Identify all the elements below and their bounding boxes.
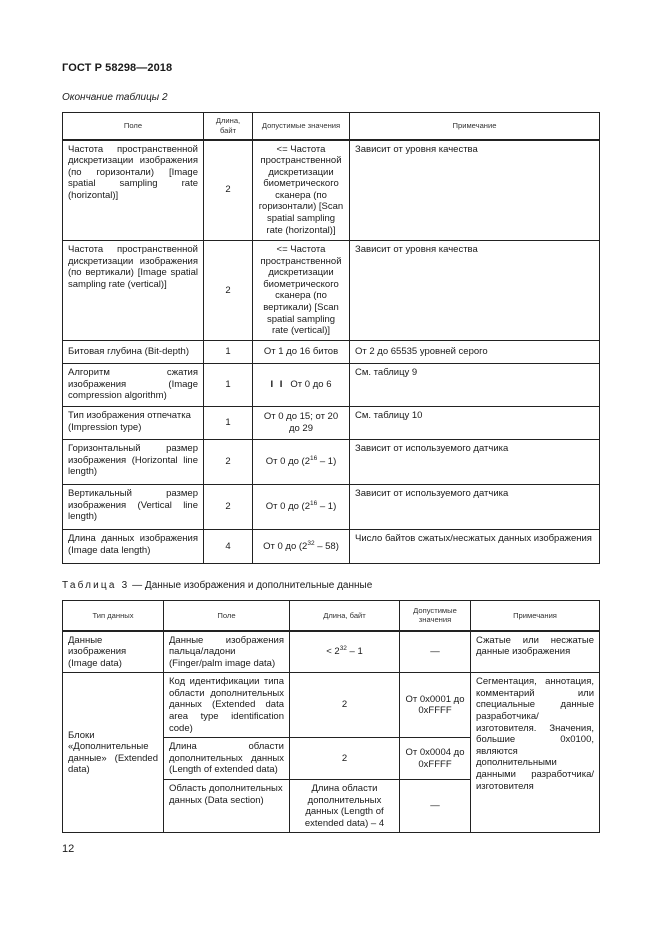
table-row (63, 407, 600, 440)
values-suffix: – 1) (317, 456, 337, 468)
table3-cell-field: Данные изображения пальца/ладони (Finger/palm image data) (164, 631, 290, 673)
table2-cell-note: Зависит от используемого датчика (350, 485, 600, 530)
table2-cell-length: 2 (204, 485, 253, 530)
table-row (63, 140, 600, 241)
table-row (63, 341, 600, 364)
table3-caption (62, 580, 372, 591)
table2-cell-field: Вертикальный размер изображения (Vertical line length) (63, 485, 204, 530)
table2-values-text: От 0 до 6 (290, 379, 332, 391)
table2-cell-length: 1 (204, 364, 253, 407)
length-prefix: < 2 (326, 646, 340, 658)
table-row (63, 364, 600, 407)
table2-cell-length: 1 (204, 341, 253, 364)
table3-cell-field: Код идентификации типа области дополнительных данных (Extended data area type identification code) (164, 673, 290, 738)
table2-cell-values (253, 440, 350, 485)
table2-cell-note: От 2 до 65535 уровней серого (350, 341, 600, 364)
table3-cell-field: Длина области дополнительных данных (Length of extended data) (164, 738, 290, 780)
table3-cell-values: — (400, 631, 471, 673)
table3-cell-length: Длина области дополнительных данных (Length of extended data) – 4 (290, 780, 400, 833)
values-suffix: – 58) (314, 540, 339, 552)
table2-cell-note: Зависит от уровня качества (350, 140, 600, 241)
table2-cell-values: От 1 до 16 битов (253, 341, 350, 364)
table2-header-values: Допустимые значения (253, 113, 350, 140)
table3-cell-values: От 0x0004 до 0xFFFF (400, 738, 471, 780)
table3-cell-type: Блоки «Дополнительные данные» (Extended data) (63, 673, 164, 833)
table3-cell-type: Данные изображения (Image data) (63, 631, 164, 673)
table2-cell-values: <= Частота пространственной дискретизации биометрического сканера (по горизонтали) [Scan spatial sampling rate (horizontal)] (253, 140, 350, 241)
table3-header-field: Поле (164, 601, 290, 631)
page-number: 12 (62, 843, 75, 855)
values-exponent: 32 (307, 539, 315, 547)
table2-header-note: Примечание (350, 113, 600, 140)
table2-cell-field: Тип изображения отпечатка (Impression type) (63, 407, 204, 440)
table3-caption-text: — Данные изображения и дополнительные данные (129, 580, 373, 591)
table2-cell-length: 4 (204, 530, 253, 564)
table2-cell-length: 2 (204, 440, 253, 485)
table2-cell-field: Алгоритм сжатия изображения (Image compression algorithm) (63, 364, 204, 407)
table2-cell-field: Битовая глубина (Bit-depth) (63, 341, 204, 364)
table3-cell-values: От 0x0001 до 0xFFFF (400, 673, 471, 738)
table-row (63, 673, 600, 738)
table-row (63, 440, 600, 485)
table2-cell-note: Число байтов сжатых/несжатых данных изображения (350, 530, 600, 564)
table2-cell-field: Горизонтальный размер изображения (Horizontal line length) (63, 440, 204, 485)
table3-cell-notes: Сегментация, аннотация, комментарий или специальные данные разработчика/изготовителя. Значения, большие 0x0100, являются дополнительными данными разработчика/изготовителя (471, 673, 600, 833)
table3-cell-notes: Сжатые или несжатые данные изображения (471, 631, 600, 673)
table3-header-notes: Примечания (471, 601, 600, 631)
table-row (63, 530, 600, 564)
values-exponent: 16 (309, 455, 318, 463)
table2-cell-values (253, 530, 350, 564)
table2-cell-note: Зависит от используемого датчика (350, 440, 600, 485)
table2-cell-length: 1 (204, 407, 253, 440)
table3-cell-length: 2 (290, 738, 400, 780)
table2-header-field: Поле (63, 113, 204, 140)
table2-cell-values (253, 485, 350, 530)
table3-header-length: Длина, байт (290, 601, 400, 631)
table2-cell-values: <= Частота пространственной дискретизации биометрического сканера (по вертикали) [Scan spatial sampling rate (vertical)] (253, 241, 350, 341)
table2-values-mark: I I (270, 379, 285, 391)
table2-cell-length: 2 (204, 241, 253, 341)
table3-header-values: Допустимые значения (400, 601, 471, 631)
table3-header-type: Тип данных (63, 601, 164, 631)
table3-cell-field: Область дополнительных данных (Data section) (164, 780, 290, 833)
length-exponent: 32 (339, 644, 347, 652)
table3-cell-values: — (400, 780, 471, 833)
values-prefix: От 0 до (2 (265, 456, 310, 468)
table2-cell-note: См. таблицу 10 (350, 407, 600, 440)
table2-header-length: Длина, байт (204, 113, 253, 140)
table2-cell-values: От 0 до 15; от 20 до 29 (253, 407, 350, 440)
table2-cell-note: См. таблицу 9 (350, 364, 600, 407)
table2 (62, 112, 600, 564)
table-row (63, 631, 600, 673)
table3-cell-length (290, 631, 400, 673)
values-prefix: От 0 до (2 (263, 540, 308, 552)
table2-cell-values (253, 364, 350, 407)
table-row (63, 241, 600, 341)
length-suffix: – 1 (346, 646, 363, 658)
document-standard: ГОСТ Р 58298—2018 (62, 62, 173, 74)
table-row (63, 485, 600, 530)
table2-cell-length: 2 (204, 140, 253, 241)
table2-cell-field: Частота пространственной дискретизации изображения (по вертикали) [Image spatial sampling rate (vertical)] (63, 241, 204, 341)
values-exponent: 16 (309, 500, 318, 508)
table2-cell-note: Зависит от уровня качества (350, 241, 600, 341)
table2-caption: Окончание таблицы 2 (62, 92, 168, 103)
table2-cell-field: Частота пространственной дискретизации изображения (по горизонтали) [Image spatial sampling rate (horizontal)] (63, 140, 204, 241)
table3 (62, 600, 600, 833)
values-prefix: От 0 до (2 (265, 501, 310, 513)
values-suffix: – 1) (317, 501, 337, 513)
table3-cell-length: 2 (290, 673, 400, 738)
table3-caption-label: Таблица 3 (62, 580, 130, 591)
table2-cell-field: Длина данных изображения (Image data length) (63, 530, 204, 564)
